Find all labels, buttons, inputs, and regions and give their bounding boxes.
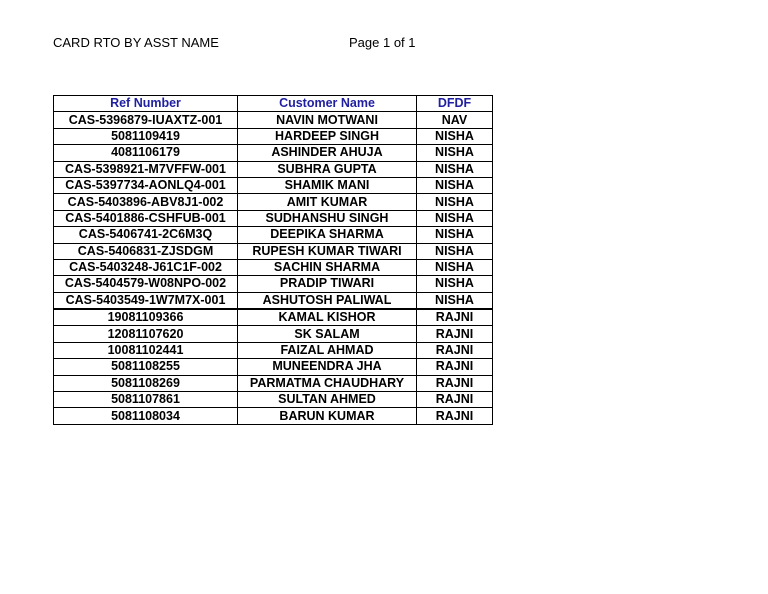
ref-number-cell: CAS-5396879-IUAXTZ-001	[54, 112, 238, 128]
table-row	[54, 292, 493, 309]
column-header-customer-name: Customer Name	[238, 96, 417, 112]
table-header-row	[54, 96, 493, 112]
customer-name-cell: HARDEEP SINGH	[238, 128, 417, 144]
dfdf-cell: NISHA	[417, 259, 493, 275]
ref-number-cell: 12081107620	[54, 326, 238, 342]
ref-number-cell: 4081106179	[54, 145, 238, 161]
ref-number-cell: CAS-5398921-M7VFFW-001	[54, 161, 238, 177]
table-row	[54, 145, 493, 161]
ref-number-cell: 5081108034	[54, 408, 238, 424]
table-row	[54, 243, 493, 259]
table-row	[54, 177, 493, 193]
column-header-ref-number: Ref Number	[54, 96, 238, 112]
customer-name-cell: PARMATMA CHAUDHARY	[238, 375, 417, 391]
table-row	[54, 276, 493, 292]
page-indicator: Page 1 of 1	[349, 35, 416, 50]
dfdf-cell: RAJNI	[417, 359, 493, 375]
dfdf-cell: RAJNI	[417, 375, 493, 391]
dfdf-cell: RAJNI	[417, 342, 493, 358]
table-row	[54, 259, 493, 275]
customer-name-cell: RUPESH KUMAR TIWARI	[238, 243, 417, 259]
customer-name-cell: SACHIN SHARMA	[238, 259, 417, 275]
ref-number-cell: CAS-5403896-ABV8J1-002	[54, 194, 238, 210]
ref-number-cell: 10081102441	[54, 342, 238, 358]
table-row	[54, 375, 493, 391]
table-row	[54, 161, 493, 177]
ref-number-cell: 5081109419	[54, 128, 238, 144]
dfdf-cell: NISHA	[417, 194, 493, 210]
report-table	[53, 95, 493, 425]
column-header-dfdf: DFDF	[417, 96, 493, 112]
dfdf-cell: NISHA	[417, 177, 493, 193]
customer-name-cell: SHAMIK MANI	[238, 177, 417, 193]
ref-number-cell: CAS-5397734-AONLQ4-001	[54, 177, 238, 193]
dfdf-cell: RAJNI	[417, 392, 493, 408]
ref-number-cell: 5081108255	[54, 359, 238, 375]
table-row	[54, 210, 493, 226]
ref-number-cell: CAS-5403549-1W7M7X-001	[54, 292, 238, 309]
dfdf-cell: RAJNI	[417, 326, 493, 342]
customer-name-cell: SUDHANSHU SINGH	[238, 210, 417, 226]
customer-name-cell: SULTAN AHMED	[238, 392, 417, 408]
customer-name-cell: NAVIN MOTWANI	[238, 112, 417, 128]
table-row	[54, 359, 493, 375]
dfdf-cell: NISHA	[417, 292, 493, 309]
customer-name-cell: AMIT KUMAR	[238, 194, 417, 210]
ref-number-cell: 5081107861	[54, 392, 238, 408]
table-row	[54, 194, 493, 210]
customer-name-cell: MUNEENDRA JHA	[238, 359, 417, 375]
ref-number-cell: 19081109366	[54, 309, 238, 326]
customer-name-cell: DEEPIKA SHARMA	[238, 227, 417, 243]
table-row	[54, 408, 493, 424]
dfdf-cell: RAJNI	[417, 408, 493, 424]
ref-number-cell: CAS-5406831-ZJSDGM	[54, 243, 238, 259]
customer-name-cell: KAMAL KISHOR	[238, 309, 417, 326]
customer-name-cell: ASHINDER AHUJA	[238, 145, 417, 161]
ref-number-cell: CAS-5404579-W08NPO-002	[54, 276, 238, 292]
table-row	[54, 392, 493, 408]
ref-number-cell: 5081108269	[54, 375, 238, 391]
dfdf-cell: NAV	[417, 112, 493, 128]
dfdf-cell: NISHA	[417, 276, 493, 292]
dfdf-cell: NISHA	[417, 227, 493, 243]
dfdf-cell: NISHA	[417, 145, 493, 161]
customer-name-cell: PRADIP TIWARI	[238, 276, 417, 292]
table-row	[54, 112, 493, 128]
dfdf-cell: NISHA	[417, 243, 493, 259]
report-title: CARD RTO BY ASST NAME	[53, 35, 219, 50]
dfdf-cell: NISHA	[417, 161, 493, 177]
customer-name-cell: BARUN KUMAR	[238, 408, 417, 424]
customer-name-cell: FAIZAL AHMAD	[238, 342, 417, 358]
table-row	[54, 128, 493, 144]
customer-name-cell: ASHUTOSH PALIWAL	[238, 292, 417, 309]
table-row	[54, 309, 493, 326]
dfdf-cell: NISHA	[417, 128, 493, 144]
dfdf-cell: NISHA	[417, 210, 493, 226]
ref-number-cell: CAS-5401886-CSHFUB-001	[54, 210, 238, 226]
table-row	[54, 326, 493, 342]
table-row	[54, 342, 493, 358]
table-row	[54, 227, 493, 243]
ref-number-cell: CAS-5406741-2C6M3Q	[54, 227, 238, 243]
dfdf-cell: RAJNI	[417, 309, 493, 326]
customer-name-cell: SUBHRA GUPTA	[238, 161, 417, 177]
customer-name-cell: SK SALAM	[238, 326, 417, 342]
ref-number-cell: CAS-5403248-J61C1F-002	[54, 259, 238, 275]
